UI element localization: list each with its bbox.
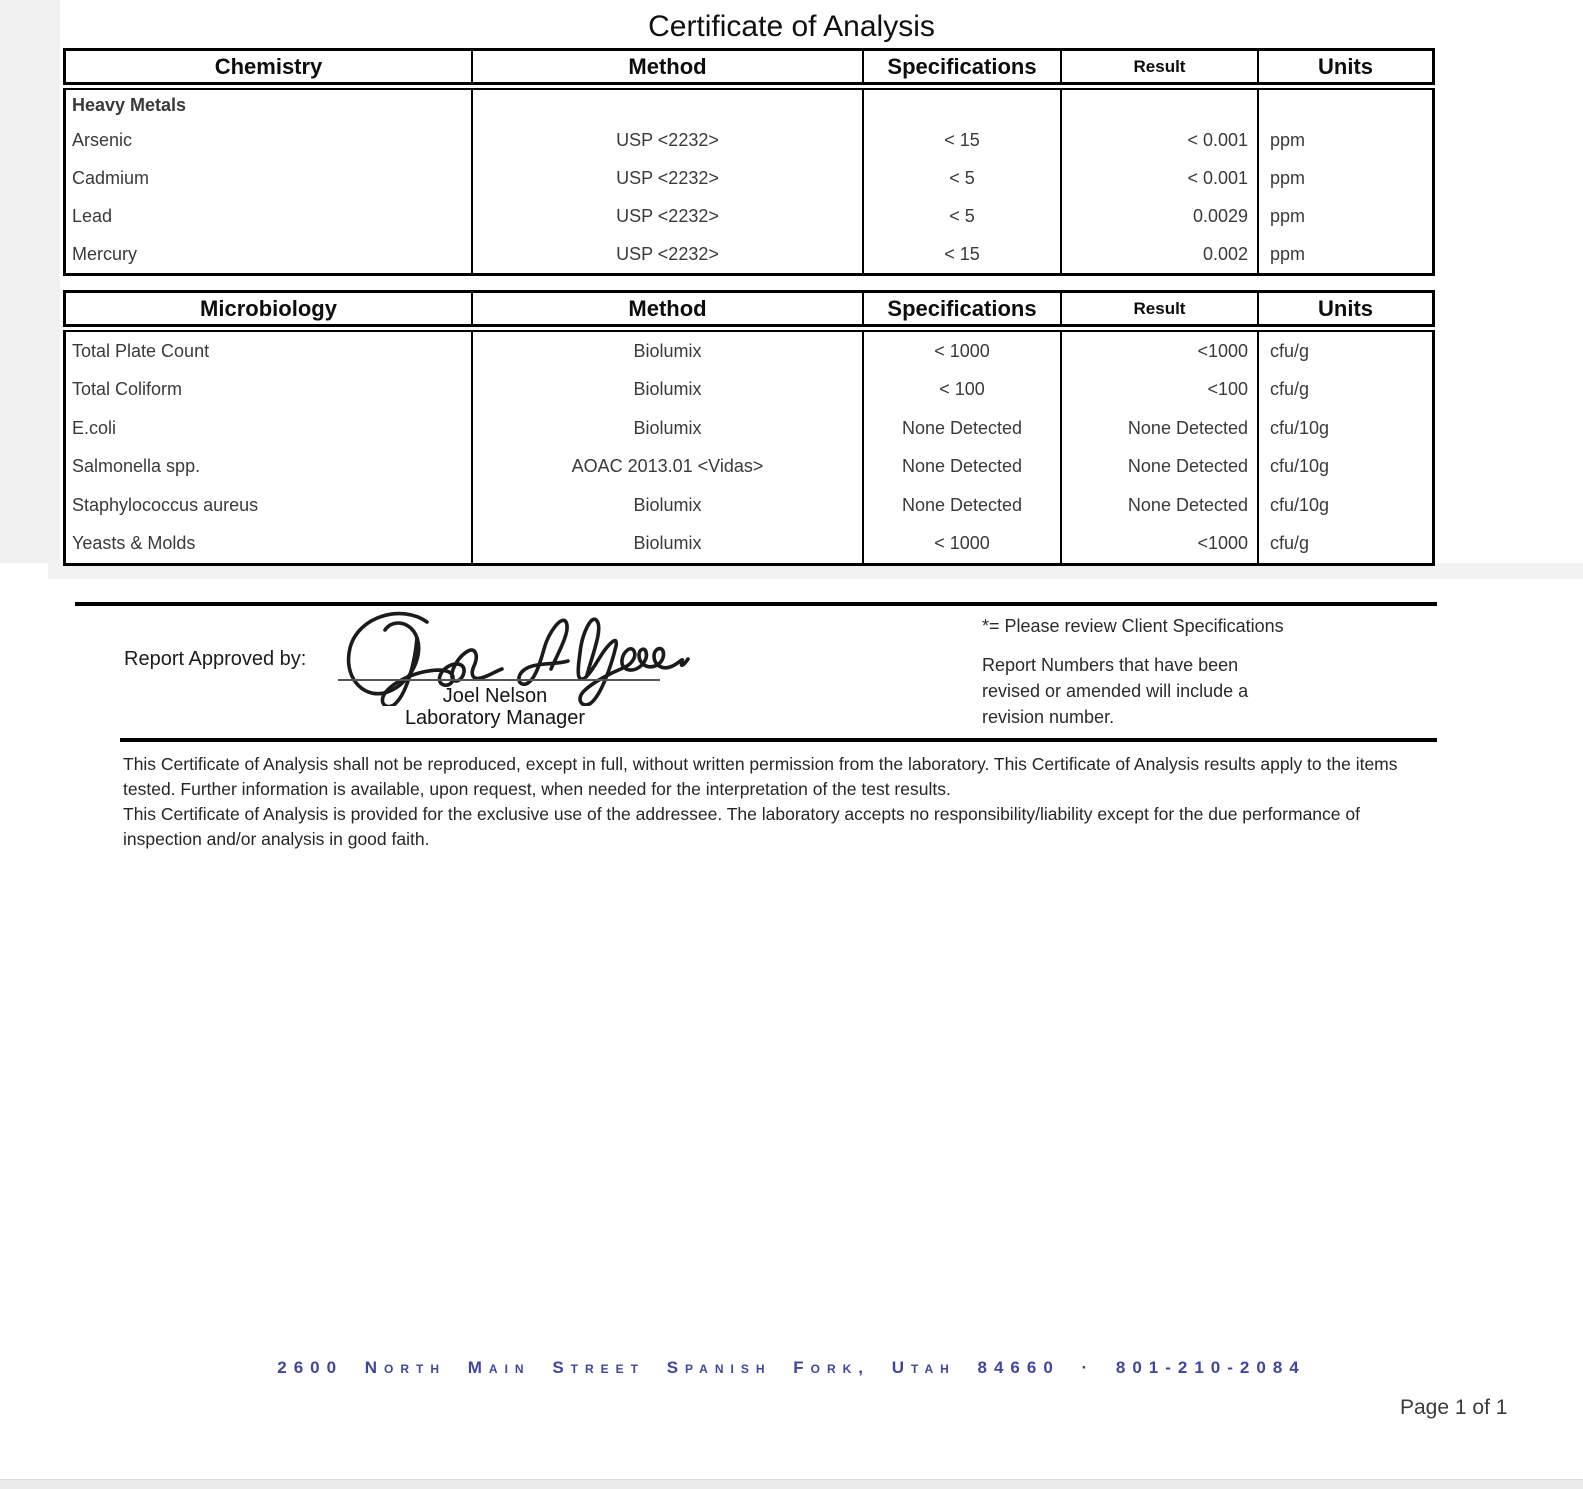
specification-value: < 15	[862, 121, 1060, 159]
analyte-name: Cadmium	[72, 167, 150, 188]
table-row	[66, 409, 1432, 448]
scan-margin-artifact	[0, 0, 60, 563]
header-specifications: Specifications	[862, 293, 1060, 324]
analyte-name: Arsenic	[72, 129, 133, 150]
method-value: Biolumix	[471, 486, 862, 525]
specification-value: None Detected	[862, 409, 1060, 448]
table-group-row	[66, 90, 1432, 121]
result-value: None Detected	[1060, 409, 1257, 448]
result-value: < 0.001	[1060, 121, 1257, 159]
specification-value: < 15	[862, 235, 1060, 273]
header-result: Result	[1060, 293, 1257, 324]
result-value: 0.002	[1060, 235, 1257, 273]
analyte-name: Total Coliform	[72, 379, 183, 400]
microbiology-table	[63, 290, 1435, 566]
units-value: cfu/g	[1257, 371, 1432, 410]
specification-value: < 1000	[862, 525, 1060, 564]
horizontal-rule-bottom	[120, 738, 1437, 742]
approver-title: Laboratory Manager	[404, 707, 586, 729]
microbiology-table-body	[63, 330, 1435, 566]
disclaimer-paragraph-2: This Certificate of Analysis is provided for the exclusive use of the addressee. The laboratory accepts no responsibility/liability except for the due performance of inspection and/or analysis in good faith.	[123, 804, 1360, 849]
method-value: USP <2232>	[471, 197, 862, 235]
header-chemistry: Chemistry	[214, 53, 323, 79]
page-title: Certificate of Analysis	[648, 10, 935, 43]
footnote-client-specifications: *= Please review Client Specifications	[982, 616, 1284, 636]
method-value: USP <2232>	[471, 121, 862, 159]
disclaimer-paragraph-1: This Certificate of Analysis shall not be reproduced, except in full, without written permission from the laboratory. This Certificate of Analysis results apply to the items tested. Further information is available, upon request, when needed for the interpretation of the test results.	[123, 754, 1398, 799]
horizontal-rule-top	[75, 602, 1437, 606]
result-value: <1000	[1060, 525, 1257, 564]
units-value: ppm	[1257, 197, 1432, 235]
method-value: Biolumix	[471, 409, 862, 448]
table-row	[66, 486, 1432, 525]
result-value: < 0.001	[1060, 159, 1257, 197]
header-microbiology: Microbiology	[200, 295, 337, 321]
result-value: <1000	[1060, 332, 1257, 371]
units-value: ppm	[1257, 159, 1432, 197]
microbiology-table-header	[63, 290, 1435, 327]
analyte-name: Staphylococcus aureus	[72, 494, 259, 515]
method-value: USP <2232>	[471, 159, 862, 197]
specification-value: < 5	[862, 197, 1060, 235]
analyte-name: Total Plate Count	[72, 340, 210, 361]
group-label: Heavy Metals	[72, 95, 187, 115]
header-method: Method	[471, 51, 862, 82]
units-value: cfu/10g	[1257, 409, 1432, 448]
analyte-name: Salmonella spp.	[72, 456, 201, 477]
scan-bottom-artifact	[0, 1479, 1583, 1489]
analyte-name: Yeasts & Molds	[72, 533, 196, 554]
footnote-revision: Report Numbers that have been revised or amended will include a revision number.	[982, 655, 1249, 727]
specification-value: None Detected	[862, 448, 1060, 487]
result-value: 0.0029	[1060, 197, 1257, 235]
specification-value: None Detected	[862, 486, 1060, 525]
table-row	[66, 235, 1432, 273]
table-row	[66, 525, 1432, 564]
method-value: AOAC 2013.01 <Vidas>	[471, 448, 862, 487]
header-method: Method	[471, 293, 862, 324]
units-value: cfu/g	[1257, 332, 1432, 371]
footer-address: 2600 North Main Street Spanish Fork, Utah 84660 · 801-210-2084	[277, 1358, 1306, 1377]
chemistry-table-header	[63, 48, 1435, 85]
result-value: None Detected	[1060, 448, 1257, 487]
units-value: ppm	[1257, 235, 1432, 273]
method-value: Biolumix	[471, 332, 862, 371]
specification-value: < 5	[862, 159, 1060, 197]
analyte-name: Lead	[72, 205, 113, 226]
analyte-name: Mercury	[72, 243, 138, 264]
units-value: cfu/10g	[1257, 486, 1432, 525]
units-value: ppm	[1257, 121, 1432, 159]
method-value: Biolumix	[471, 371, 862, 410]
signature-line	[338, 679, 660, 681]
report-approved-by-label: Report Approved by:	[124, 648, 307, 670]
table-row	[66, 332, 1432, 371]
specification-value: < 100	[862, 371, 1060, 410]
units-value: cfu/10g	[1257, 448, 1432, 487]
header-units: Units	[1257, 51, 1432, 82]
header-result: Result	[1060, 51, 1257, 82]
disclaimer-text	[123, 752, 1423, 852]
chemistry-table	[63, 48, 1435, 276]
specification-value: < 1000	[862, 332, 1060, 371]
method-value: Biolumix	[471, 525, 862, 564]
units-value: cfu/g	[1257, 525, 1432, 564]
header-specifications: Specifications	[862, 51, 1060, 82]
chemistry-table-body	[63, 88, 1435, 276]
page-number: Page 1 of 1	[1400, 1396, 1508, 1419]
table-row	[66, 197, 1432, 235]
method-value: USP <2232>	[471, 235, 862, 273]
table-row	[66, 121, 1432, 159]
result-value: <100	[1060, 371, 1257, 410]
analyte-name: E.coli	[72, 417, 117, 438]
table-row	[66, 371, 1432, 410]
table-row	[66, 159, 1432, 197]
table-row	[66, 448, 1432, 487]
result-value: None Detected	[1060, 486, 1257, 525]
header-units: Units	[1257, 293, 1432, 324]
approver-name: Joel Nelson	[442, 685, 548, 707]
